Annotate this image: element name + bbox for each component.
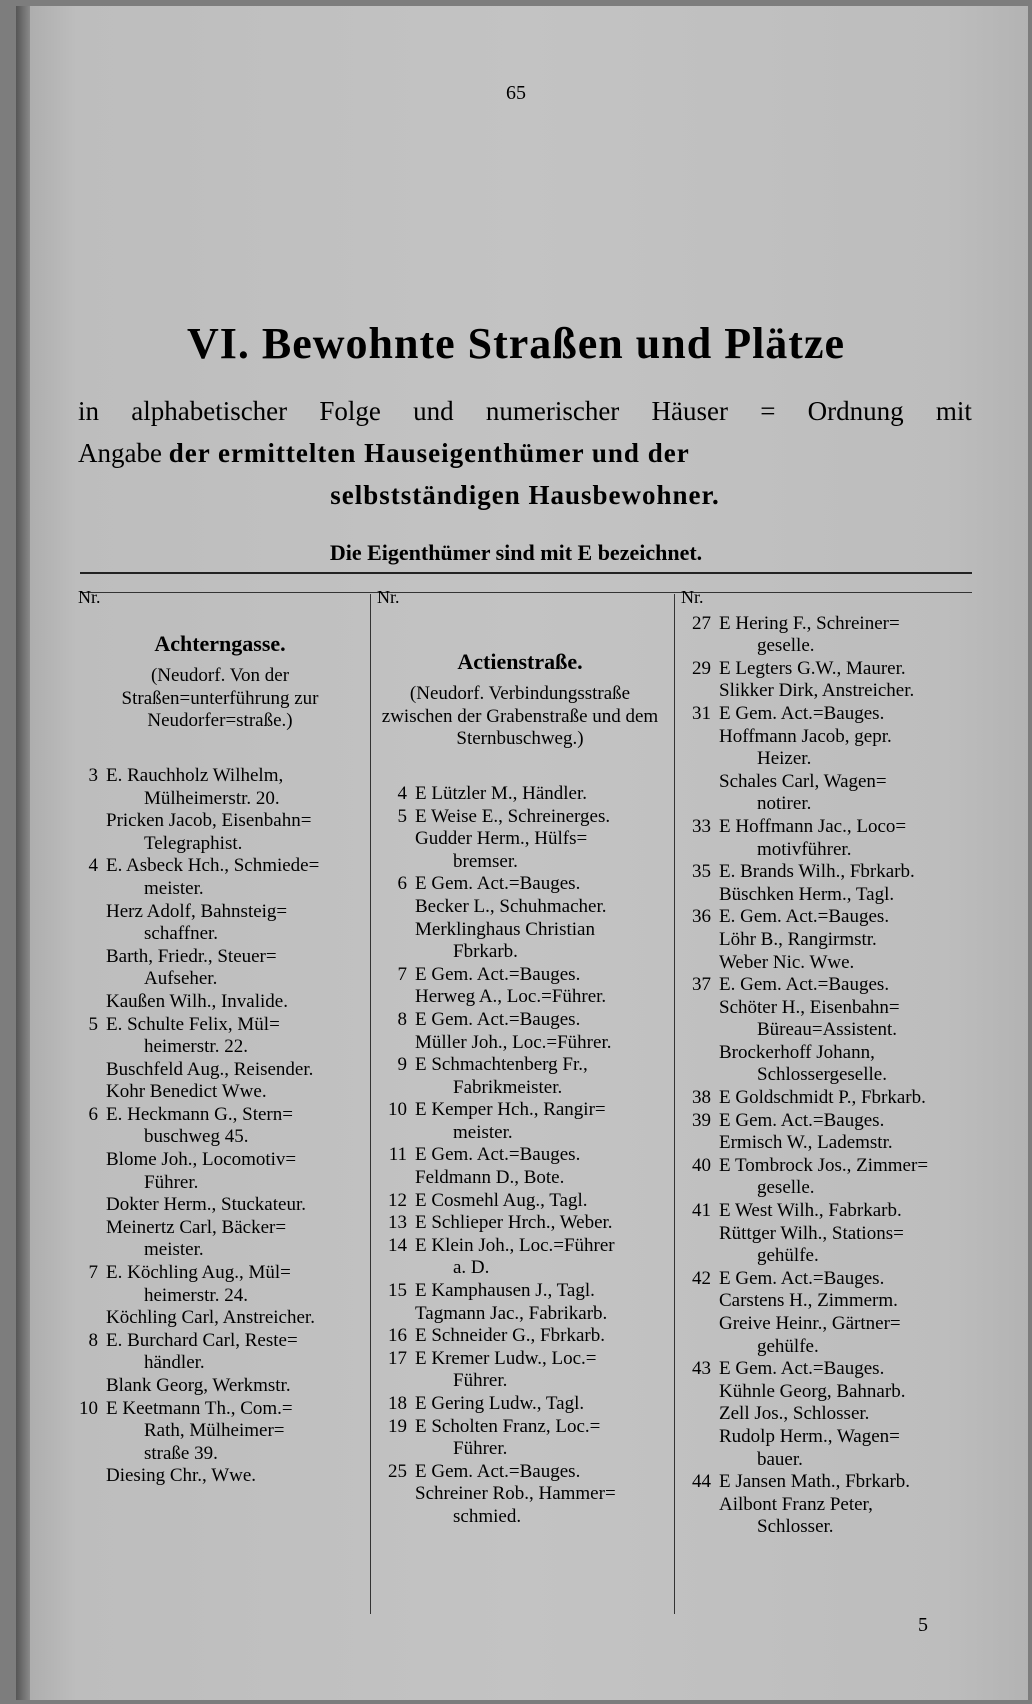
directory-entry: [681, 816, 971, 861]
entry-line: Gudder Herm., Hülfs=: [415, 828, 588, 850]
entry-line: Fbrkarb.: [453, 941, 518, 963]
subtitle-word: =: [760, 396, 776, 426]
entry-line: Köchling Carl, Anstreicher.: [106, 1307, 315, 1329]
house-number: 41: [692, 1200, 711, 1222]
directory-entry: [377, 783, 663, 806]
entry-line: Telegraphist.: [144, 832, 243, 854]
directory-entry: [681, 929, 971, 952]
entry-line: E Schlieper Hrch., Weber.: [415, 1212, 613, 1234]
entry-line: gehülfe.: [757, 1335, 819, 1357]
entry-line: geselle.: [757, 635, 815, 657]
entry-line: Barth, Friedr., Steuer=: [106, 945, 277, 967]
house-number: 16: [388, 1325, 407, 1347]
entry-line: Slikker Dirk, Anstreicher.: [719, 680, 915, 702]
chapter-title: VI. Bewohnte Straßen und Plätze: [186, 319, 846, 368]
house-number: 35: [692, 861, 711, 883]
subtitle-line-1: [78, 392, 972, 430]
house-number: 18: [388, 1393, 407, 1414]
directory-entry: [681, 1042, 971, 1087]
directory-entry: [377, 1461, 663, 1484]
directory-entry: [78, 1059, 362, 1082]
entry-line: Heizer.: [757, 748, 812, 770]
house-number: 13: [388, 1212, 407, 1234]
entry-line: E Gem. Act.=Bauges.: [719, 1358, 885, 1380]
house-number: 19: [388, 1415, 407, 1437]
directory-entry: [681, 1471, 971, 1494]
directory-entry: [377, 1167, 663, 1190]
entry-line: Mülheimerstr. 20.: [144, 787, 280, 809]
directory-entry: [681, 1426, 971, 1471]
nr-header: Nr.: [78, 587, 101, 607]
entry-line: Löhr B., Rangirmstr.: [719, 928, 877, 950]
directory-entry: [78, 991, 362, 1014]
directory-entry: [681, 952, 971, 975]
directory-entry: [377, 919, 663, 964]
entry-line: Fabrikmeister.: [453, 1076, 563, 1098]
directory-entry: [78, 1465, 362, 1488]
entry-line: Müller Joh., Loc.=Führer.: [415, 1031, 612, 1053]
house-number: 33: [692, 815, 711, 837]
entry-line: E. Rauchholz Wilhelm,: [106, 764, 284, 786]
entry-line: heimerstr. 22.: [144, 1036, 248, 1058]
entry-line: Hoffmann Jacob, gepr.: [719, 725, 892, 747]
house-number: 11: [388, 1144, 407, 1166]
entry-line: meister.: [453, 1121, 513, 1143]
entry-line: E Gem. Act.=Bauges.: [415, 963, 581, 985]
directory-entry: [377, 1348, 663, 1393]
subtitle-line-3: selbstständigen Hausbewohner.: [330, 480, 720, 510]
directory-entry: [78, 1262, 362, 1307]
directory-entry: [78, 946, 362, 991]
directory-entry: [377, 1325, 663, 1348]
entry-line: E. Heckmann G., Stern=: [106, 1103, 293, 1125]
entry-line: Tagmann Jac., Fabrikarb.: [415, 1302, 608, 1324]
entry-line: Feldmann D., Bote.: [415, 1167, 565, 1189]
entry-line: motivführer.: [757, 838, 852, 860]
entry-line: E Goldschmidt P., Fbrkarb.: [719, 1087, 926, 1109]
directory-entry: [377, 1099, 663, 1144]
entry-line: Ermisch W., Lademstr.: [719, 1132, 893, 1154]
entry-line: E Keetmann Th., Com.=: [106, 1397, 293, 1419]
entry-line: E Gem. Act.=Bauges.: [415, 873, 581, 895]
entry-line: bauer.: [757, 1448, 803, 1470]
entry-line: Büreau=Assistent.: [757, 1019, 898, 1041]
entry-line: E Schneider G., Fbrkarb.: [415, 1325, 605, 1347]
directory-entry: [681, 1268, 971, 1291]
directory-entry: [681, 974, 971, 997]
entry-line: händler.: [144, 1352, 205, 1374]
house-number: 40: [692, 1154, 711, 1176]
entry-line: Herz Adolf, Bahnsteig=: [106, 900, 288, 922]
entry-line: E Legters G.W., Maurer.: [719, 657, 906, 679]
entry-line: E Schmachtenberg Fr.,: [415, 1054, 588, 1076]
house-number: 6: [88, 1103, 98, 1125]
directory-entry: [78, 901, 362, 946]
directory-entry: [78, 855, 362, 900]
entry-line: E Scholten Franz, Loc.=: [415, 1415, 601, 1437]
house-number: 15: [388, 1280, 407, 1302]
entry-line: Weber Nic. Wwe.: [719, 951, 855, 973]
directory-entry: [377, 828, 663, 873]
entry-line: E Jansen Math., Fbrkarb.: [719, 1471, 911, 1493]
subtitle-word: und: [413, 396, 454, 426]
entry-line: Meinertz Carl, Bäcker=: [106, 1216, 287, 1238]
directory-entry: [681, 1223, 971, 1268]
directory-entry: [377, 1303, 663, 1326]
entry-line: E Gem. Act.=Bauges.: [719, 702, 885, 724]
house-number: 9: [397, 1054, 407, 1076]
directory-entry: [377, 1032, 663, 1055]
house-number: 39: [692, 1109, 711, 1131]
directory-entry: [377, 1212, 663, 1235]
book-spine: [16, 6, 30, 1700]
entry-line: Schales Carl, Wagen=: [719, 770, 887, 792]
entry-line: E. Gem. Act.=Bauges.: [719, 906, 890, 928]
house-number: 3: [88, 764, 98, 786]
entry-line: Buschfeld Aug., Reisender.: [106, 1058, 314, 1080]
entry-line: Zell Jos., Schlosser.: [719, 1403, 870, 1425]
entry-line: Pricken Jacob, Eisenbahn=: [106, 810, 312, 832]
directory-entry: [78, 810, 362, 855]
directory-entry: [377, 873, 663, 896]
directory-entry: [78, 1081, 362, 1104]
entry-line: E. Asbeck Hch., Schmiede=: [106, 855, 320, 877]
directory-entry: [681, 726, 971, 771]
entry-line: straße 39.: [144, 1442, 218, 1464]
directory-entry: [377, 986, 663, 1009]
house-number: 5: [88, 1013, 98, 1035]
house-number: 38: [692, 1087, 711, 1109]
entry-line: geselle.: [757, 1177, 815, 1199]
entry-line: Schreiner Rob., Hammer=: [415, 1483, 616, 1505]
entry-line: Diesing Chr., Wwe.: [106, 1465, 257, 1487]
subtitle-word: Häuser: [651, 396, 728, 426]
entry-line: E Gem. Act.=Bauges.: [719, 1267, 885, 1289]
street-intro: (Neudorf. Verbindungsstraße zwischen der Grabenstraße und dem Sternbuschweg.): [381, 683, 659, 750]
entry-line: Rüttger Wilh., Stations=: [719, 1222, 904, 1244]
directory-entry: [681, 1087, 971, 1110]
street-intro: (Neudorf. Von der Straßen=unterführung zur Neudorfer=straße.): [121, 665, 319, 732]
entry-line: E. Burchard Carl, Reste=: [106, 1329, 298, 1351]
entry-line: Aufseher.: [144, 968, 218, 990]
entry-line: Merklinghaus Christian: [415, 918, 595, 940]
directory-entry: [681, 1132, 971, 1155]
directory-entry: [78, 1194, 362, 1217]
entry-line: E Klein Joh., Loc.=Führer: [415, 1234, 615, 1256]
entry-line: heimerstr. 24.: [144, 1284, 248, 1306]
entry-line: Schlosser.: [757, 1516, 834, 1538]
entry-line: E Hering F., Schreiner=: [719, 612, 900, 634]
directory-entry: [78, 1307, 362, 1330]
subtitle-word: Ordnung: [807, 396, 904, 426]
entry-line: buschweg 45.: [144, 1126, 249, 1148]
directory-entry: [681, 1290, 971, 1313]
entry-line: E Gering Ludw., Tagl.: [415, 1393, 585, 1414]
directory-entry: [377, 1483, 663, 1528]
house-number: 7: [397, 963, 407, 985]
directory-entry: [681, 906, 971, 929]
entry-line: E Cosmehl Aug., Tagl.: [415, 1189, 588, 1211]
house-number: 10: [79, 1397, 98, 1419]
nr-header: Nr.: [681, 587, 704, 607]
directory-entry: [377, 1144, 663, 1167]
entry-line: Rath, Mülheimer=: [144, 1420, 285, 1442]
directory-entry: [377, 1235, 663, 1280]
directory-entry: [681, 1155, 971, 1200]
entry-line: Blank Georg, Werkmstr.: [106, 1375, 291, 1396]
house-number: 4: [397, 782, 407, 804]
house-number: 43: [692, 1358, 711, 1380]
house-number: 29: [692, 657, 711, 679]
column-divider: [370, 594, 371, 1614]
house-number: 31: [692, 702, 711, 724]
entry-line: E Kemper Hch., Rangir=: [415, 1099, 606, 1121]
house-number: 10: [388, 1099, 407, 1121]
column-divider: [674, 594, 675, 1614]
subtitle-word: in: [78, 396, 100, 426]
entry-line: Kaußen Wilh., Invalide.: [106, 990, 288, 1012]
house-number: 7: [88, 1262, 98, 1284]
double-rule-top: [80, 572, 972, 574]
directory-entry: [377, 964, 663, 987]
entry-line: E Weise E., Schreinerges.: [415, 805, 611, 827]
entry-line: E Lützler M., Händler.: [415, 782, 588, 804]
house-number: 8: [88, 1329, 98, 1351]
entry-line: E Hoffmann Jac., Loco=: [719, 815, 907, 837]
directory-entry: [681, 1403, 971, 1426]
directory-entry: [78, 1217, 362, 1262]
directory-entry: [681, 1381, 971, 1404]
directory-entry: [78, 1330, 362, 1375]
entry-line: E Kamphausen J., Tagl.: [415, 1280, 595, 1302]
directory-entry: [681, 861, 971, 884]
column-2: [377, 586, 663, 1529]
entry-line: gehülfe.: [757, 1245, 819, 1267]
entry-line: Greive Heinr., Gärtner=: [719, 1313, 901, 1334]
entry-line: schaffner.: [144, 923, 219, 945]
entry-line: Dokter Herm., Stuckateur.: [106, 1194, 306, 1216]
entry-line: E Gem. Act.=Bauges.: [719, 1109, 885, 1131]
house-number: 12: [388, 1189, 407, 1211]
directory-entry: [681, 884, 971, 907]
entry-line: E. Gem. Act.=Bauges.: [719, 974, 890, 996]
subtitle-word: Folge: [319, 396, 381, 426]
directory-entry: [78, 1149, 362, 1194]
directory-entry: [377, 1393, 663, 1416]
directory-entry: [681, 997, 971, 1042]
house-number: 44: [692, 1471, 711, 1493]
entry-line: Kühnle Georg, Bahnarb.: [719, 1380, 906, 1402]
directory-entry: [681, 658, 971, 681]
house-number: 14: [388, 1234, 407, 1256]
entry-line: Führer.: [453, 1370, 508, 1392]
entry-line: bremser.: [453, 850, 518, 872]
entry-line: Blome Joh., Locomotiv=: [106, 1149, 297, 1171]
directory-entry: [377, 1054, 663, 1099]
page-number: 65: [506, 82, 526, 104]
entry-line: a. D.: [453, 1257, 490, 1279]
subtitle-word: mit: [935, 396, 972, 426]
directory-entry: [78, 1104, 362, 1149]
entry-line: meister.: [144, 877, 204, 899]
column-3: [681, 586, 971, 1539]
directory-entry: [78, 765, 362, 810]
house-number: 6: [397, 873, 407, 895]
subtitle-word: numerischer: [485, 396, 620, 426]
house-number: 42: [692, 1267, 711, 1289]
directory-entry: [681, 680, 971, 703]
house-number: 36: [692, 906, 711, 928]
directory-entry: [681, 613, 971, 658]
entry-line: E Tombrock Jos., Zimmer=: [719, 1154, 929, 1176]
entry-line: Ailbont Franz Peter,: [719, 1493, 873, 1515]
entry-line: E Gem. Act.=Bauges.: [415, 1460, 581, 1482]
entry-line: schmied.: [453, 1505, 522, 1527]
entry-line: Rudolp Herm., Wagen=: [719, 1425, 900, 1447]
directory-entry: [377, 1280, 663, 1303]
house-number: 25: [388, 1460, 407, 1482]
entry-line: Carstens H., Zimmerm.: [719, 1290, 898, 1312]
entry-line: Becker L., Schuhmacher.: [415, 895, 607, 917]
directory-entry: [377, 896, 663, 919]
house-number: 8: [397, 1008, 407, 1030]
directory-entry: [681, 1110, 971, 1133]
signature-mark: 5: [918, 1614, 928, 1636]
entry-line: E. Schulte Felix, Mül=: [106, 1013, 280, 1035]
subtitle-word: alphabetischer: [131, 396, 288, 426]
subtitle-bold-text: der ermittelten Hauseigenthümer und der: [168, 438, 690, 468]
house-number: 5: [397, 805, 407, 827]
street-heading: Actienstraße.: [457, 648, 583, 674]
directory-entry: [681, 1200, 971, 1223]
directory-entry: [377, 1190, 663, 1213]
entry-line: E. Brands Wilh., Fbrkarb.: [719, 861, 915, 883]
directory-entry: [681, 703, 971, 726]
directory-entry: [78, 1375, 362, 1398]
entry-line: notirer.: [757, 793, 812, 815]
directory-entry: [681, 1313, 971, 1358]
entry-line: E West Wilh., Fabrkarb.: [719, 1200, 902, 1222]
entry-line: Brockerhoff Johann,: [719, 1041, 875, 1063]
directory-entry: [377, 1009, 663, 1032]
directory-entry: [681, 1358, 971, 1381]
entry-line: Schöter H., Eisenbahn=: [719, 996, 900, 1018]
entry-line: Kohr Benedict Wwe.: [106, 1081, 267, 1103]
entry-line: Herweg A., Loc.=Führer.: [415, 986, 607, 1008]
column-1: [78, 586, 362, 1488]
entry-line: Schlossergeselle.: [757, 1064, 887, 1086]
entry-line: Führer.: [144, 1171, 199, 1193]
directory-entry: [681, 771, 971, 816]
directory-entry: [78, 1014, 362, 1059]
nr-header: Nr.: [377, 587, 400, 607]
subtitle-text: Angabe: [78, 438, 169, 468]
owner-note: Die Eigenthümer sind mit E bezeichnet.: [329, 540, 703, 565]
entry-line: Büschken Herm., Tagl.: [719, 883, 895, 905]
entry-line: Führer.: [453, 1438, 508, 1460]
directory-entry: [681, 1494, 971, 1539]
entry-line: E Kremer Ludw., Loc.=: [415, 1347, 597, 1369]
entry-line: E Gem. Act.=Bauges.: [415, 1144, 581, 1166]
entry-line: E Gem. Act.=Bauges.: [415, 1008, 581, 1030]
house-number: 37: [692, 974, 711, 996]
house-number: 4: [88, 855, 98, 877]
directory-entry: [78, 1398, 362, 1466]
street-heading: Achterngasse.: [154, 630, 286, 656]
directory-entry: [377, 806, 663, 829]
entry-line: meister.: [144, 1239, 204, 1261]
house-number: 27: [692, 612, 711, 634]
directory-entry: [377, 1416, 663, 1461]
entry-line: E. Köchling Aug., Mül=: [106, 1262, 291, 1284]
house-number: 17: [388, 1347, 407, 1369]
subtitle-line-2: [78, 434, 972, 472]
